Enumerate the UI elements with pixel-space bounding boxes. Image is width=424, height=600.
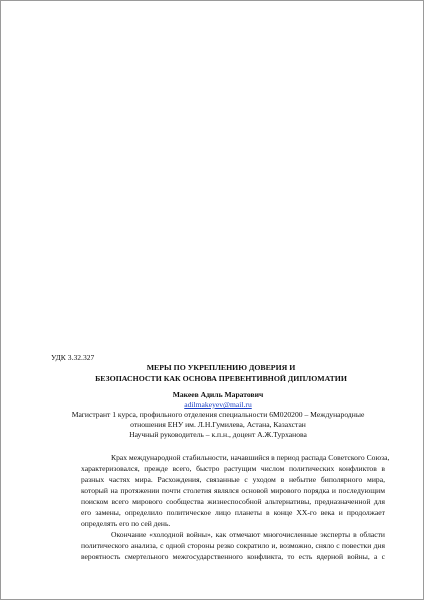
paragraph-intro [51,452,390,529]
affiliation-line: Научный руководитель – к.п.н., доцент А.Ж.Турханова [129,430,307,439]
paragraph-line: который на протяжении почти столетия являлся основой мирового порядка и последующим [81,486,385,495]
affiliation-line: отношения ЕНУ им. Л.Н.Гумилева, Астана, Казахстан [130,420,306,429]
paragraph-cold-war [51,529,385,562]
author-affiliation [51,410,385,440]
author-name: Макеев Адиль Маратович [172,390,264,399]
paragraph-line: Крах международной стабильности, начавшийся в период распада Советского Союза, [111,453,390,462]
paragraph-line: разных частях мира. Расхождения, связанные с уходом в небытие биполярного мира, [81,475,385,484]
udk-code: УДК 3.32.327 [51,353,95,362]
title-line: БЕЗОПАСНОСТИ КАК ОСНОВА ПРЕВЕНТИВНОЙ ДИПЛОМАТИИ [95,373,347,383]
paragraph-line: Окончание «холодной войны», как отмечают многочисленные эксперты в области [111,530,385,539]
paragraph-line: его замены, определило политическое лицо планеты в конце XX-го века и продолжает [81,508,385,517]
paragraph-line: характеризовался, прежде всего, быстро растущим числом политических конфликтов в [81,464,385,473]
article-title [51,363,385,384]
paragraph-line: вероятность смертельного межгосударственного конфликта, то есть ядерной войны, а с [81,552,385,561]
author-email-link[interactable]: adilmakeyev@mail.ru [184,400,252,409]
paragraph-line: поиском всего мирового сообщества жизнеспособной альтернативы, предназначенной для [81,497,385,506]
paragraph-line: определять его по сей день. [81,519,171,528]
title-line: МЕРЫ ПО УКРЕПЛЕНИЮ ДОВЕРИЯ И [146,363,296,372]
affiliation-line: Магистрант 1 курса, профильного отделения специальности 6M020200 – Международные [71,410,365,419]
paragraph-line: политического анализа, с одной стороны резко сократило и, возможно, сняло с повестки дня [81,541,385,550]
document-body [51,353,390,562]
